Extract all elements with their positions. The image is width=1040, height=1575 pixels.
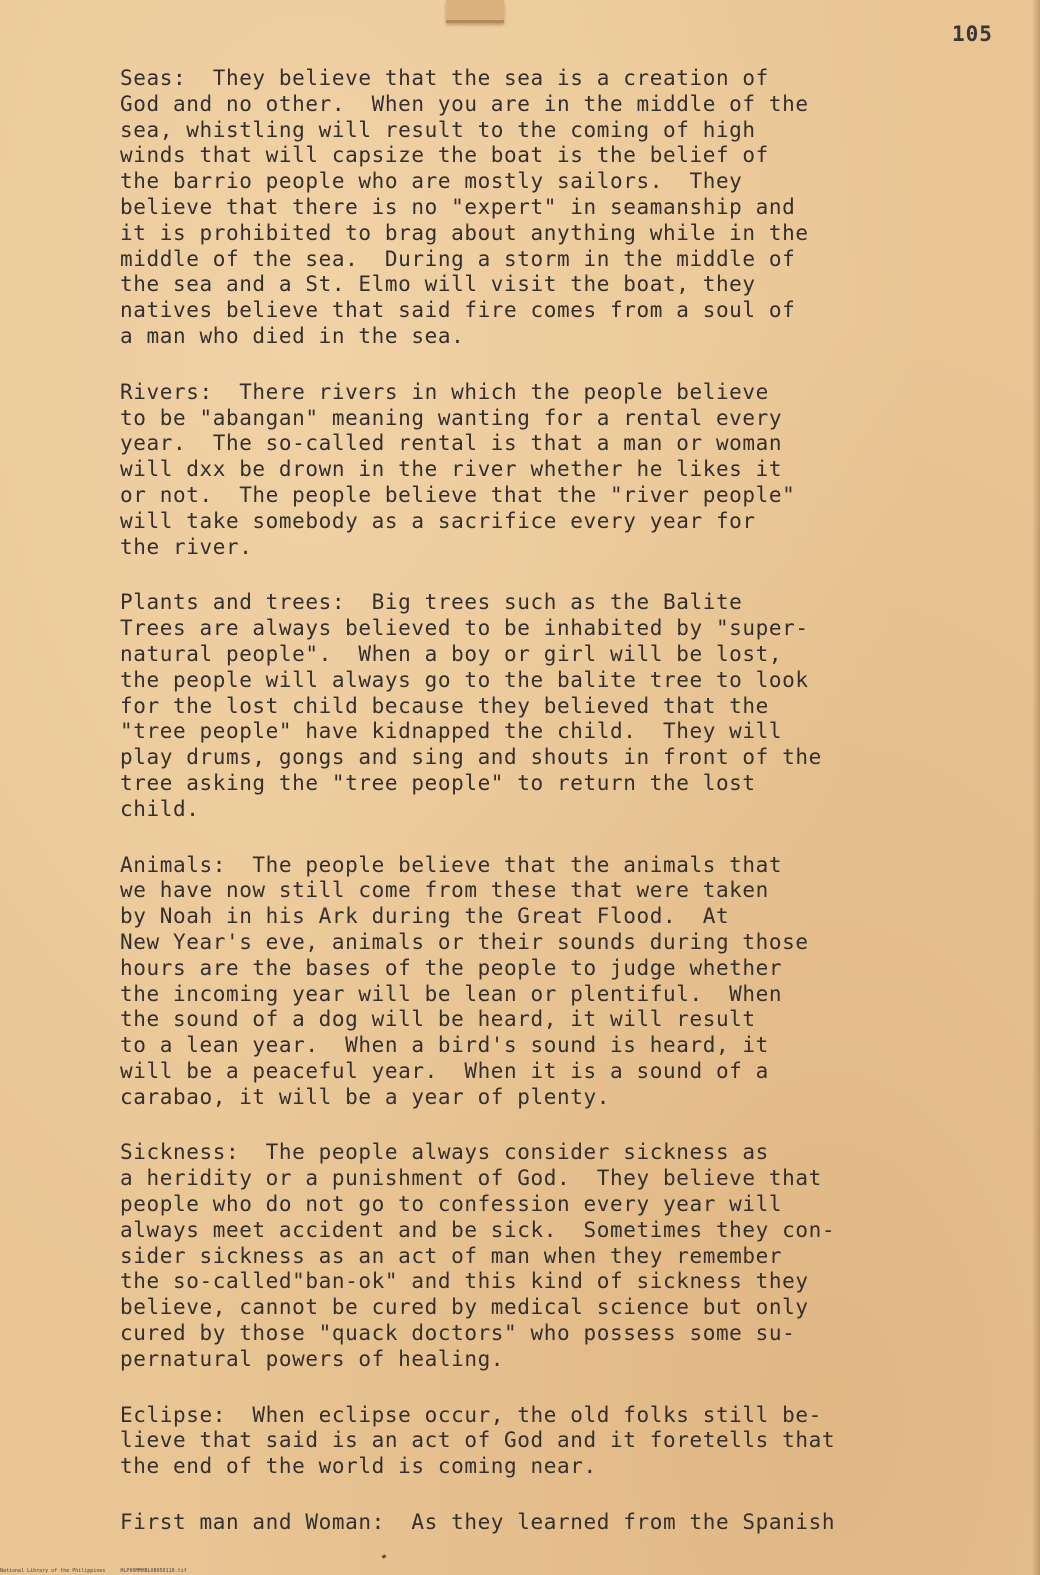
text-line: or not. The people believe that the "river people" <box>120 482 796 507</box>
text-line: we have now still come from these that were taken <box>120 878 769 903</box>
text-line: by Noah in his Ark during the Great Flood. At <box>120 904 730 929</box>
text-line: the river. <box>120 534 253 559</box>
paragraph-animals <box>120 853 950 1111</box>
document-body <box>120 66 950 1566</box>
text-line: natural people". When a boy or girl will be lost, <box>120 641 783 666</box>
text-line: play drums, gongs and sing and shouts in front of the <box>120 745 822 770</box>
text-line: it is prohibited to brag about anything while in the <box>120 220 809 245</box>
text-line: hours are the bases of the people to judge whether <box>120 955 783 980</box>
text-line: First man and Woman: As they learned from the Spanish <box>120 1510 836 1535</box>
text-line: "tree people" have kidnapped the child. They will <box>120 719 783 744</box>
text-line: pernatural powers of healing. <box>120 1346 505 1371</box>
text-line: carabao, it will be a year of plenty. <box>120 1084 610 1109</box>
page-number: 105 <box>952 22 993 46</box>
text-line: Plants and trees: Big trees such as the Balite <box>120 590 743 615</box>
text-line: will be a peaceful year. When it is a sound of a <box>120 1058 769 1083</box>
text-line: believe that there is no "expert" in seamanship and <box>120 194 796 219</box>
text-line: Seas: They believe that the sea is a creation of <box>120 66 769 90</box>
text-line: people who do not go to confession every year will <box>120 1192 783 1217</box>
text-line: the people will always go to the balite tree to look <box>120 667 809 692</box>
text-line: Rivers: There rivers in which the people believe <box>120 379 769 404</box>
text-line: year. The so-called rental is that a man or woman <box>120 431 783 456</box>
text-line: tree asking the "tree people" to return the lost <box>120 770 756 795</box>
text-line: Trees are always believed to be inhabited by "super- <box>120 616 809 641</box>
text-line: to a lean year. When a bird's sound is heard, it <box>120 1033 769 1058</box>
text-line: always meet accident and be sick. Sometimes they con- <box>120 1217 836 1242</box>
text-line: middle of the sea. During a storm in the middle of <box>120 246 796 271</box>
text-line: the sea and a St. Elmo will visit the boat, they <box>120 272 756 297</box>
text-line: child. <box>120 796 200 821</box>
text-line: the incoming year will be lean or plentiful. When <box>120 981 783 1006</box>
archive-stamp: National Library of the Philippines HLP00MMHBLO8050110.tif <box>0 1568 187 1574</box>
page-edge-shadow <box>1032 0 1040 1575</box>
text-line: natives believe that said fire comes from a soul of <box>120 298 796 323</box>
text-line: sider sickness as an act of man when they remember <box>120 1243 783 1268</box>
text-line: God and no other. When you are in the middle of the <box>120 91 809 116</box>
paragraph-plants-and-trees <box>120 590 950 822</box>
paragraph-eclipse <box>120 1403 950 1480</box>
paragraph-rivers <box>120 380 950 561</box>
text-line: the sound of a dog will be heard, it will result <box>120 1007 756 1032</box>
text-line: to be "abangan" meaning wanting for a rental every <box>120 405 783 430</box>
paragraph-seas <box>120 66 950 350</box>
text-line: a heridity or a punishment of God. They believe that <box>120 1166 822 1191</box>
paragraph-first-man-and-woman <box>120 1510 950 1536</box>
paragraph-sickness <box>120 1140 950 1372</box>
text-line: for the lost child because they believed that the <box>120 693 769 718</box>
text-line: Sickness: The people always consider sickness as <box>120 1140 769 1165</box>
text-line: a man who died in the sea. <box>120 323 465 348</box>
text-line: Animals: The people believe that the animals that <box>120 852 783 877</box>
text-line: believe, cannot be cured by medical science but only <box>120 1295 809 1320</box>
text-line: will take somebody as a sacrifice every year for <box>120 508 756 533</box>
text-line: will dxx be drown in the river whether he likes it <box>120 457 783 482</box>
text-line: lieve that said is an act of God and it foretells that <box>120 1428 836 1453</box>
text-line: winds that will capsize the boat is the belief of <box>120 143 769 168</box>
text-line: the end of the world is coming near. <box>120 1454 597 1479</box>
text-line: the so-called"ban-ok" and this kind of sickness they <box>120 1269 809 1294</box>
binding-tab <box>446 0 504 23</box>
text-line: cured by those "quack doctors" who possess some su- <box>120 1321 796 1346</box>
text-line: New Year's eve, animals or their sounds during those <box>120 929 809 954</box>
text-line: the barrio people who are mostly sailors. They <box>120 169 743 194</box>
text-line: sea, whistling will result to the coming of high <box>120 117 756 142</box>
text-line: Eclipse: When eclipse occur, the old folks still be- <box>120 1402 822 1427</box>
